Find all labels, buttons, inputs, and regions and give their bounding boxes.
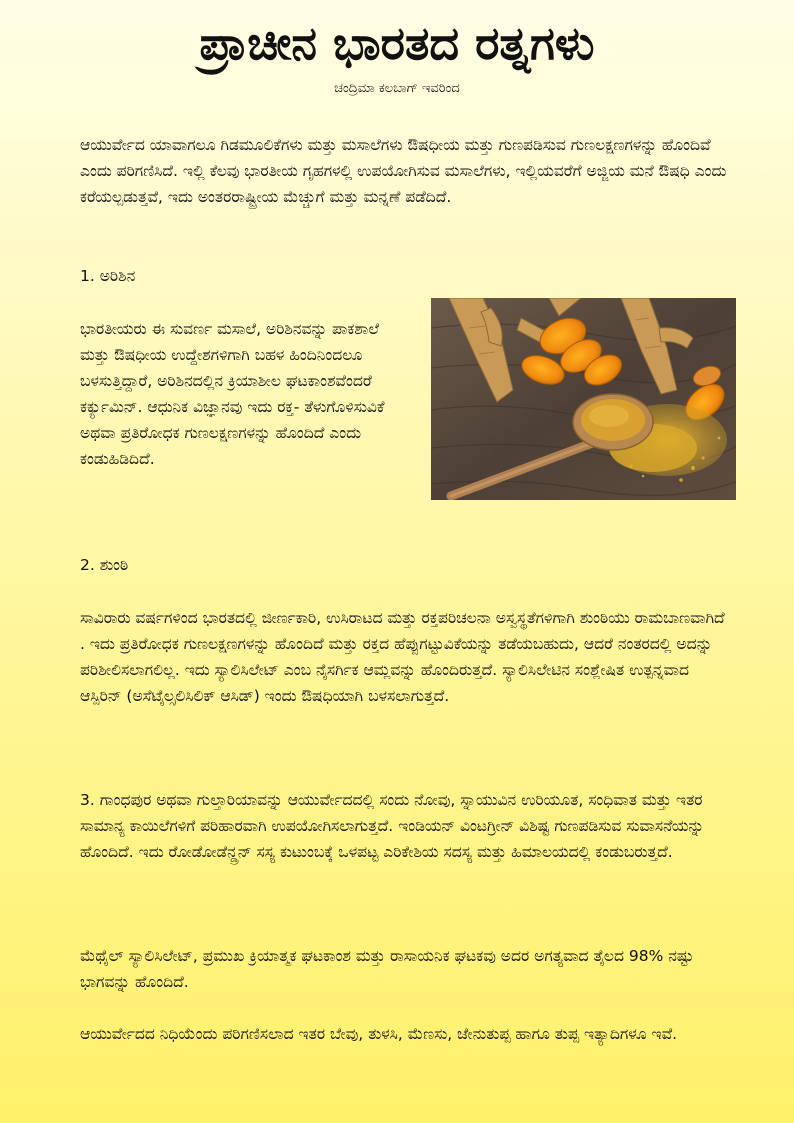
turmeric-paragraph: ಭಾರತೀಯರು ಈ ಸುವರ್ಣ ಮಸಾಲೆ, ಅರಿಶಿನವನ್ನು ಪಾಕಶಾಲೆ ಮತ್ತು ಔಷಧೀಯ ಉದ್ದೇಶಗಳಿಗಾಗಿ ಬಹಳ ಹಿಂದಿನಿಂದಲೂ ಬಳಸುತ್ತಿದ್ದಾರೆ, ಅರಿಶಿನದಲ್ಲಿನ ಕ್ರಿಯಾಶೀಲ ಘಟಕಾಂಶವೆಂದರೆ ಕರ್ಕ್ಯುಮಿನ್. ಆಧುನಿಕ ವಿಜ್ಞಾನವು ಇದು ರಕ್ತ- ತೆಳುಗೊಳಿಸುವಿಕೆ ಅಥವಾ ಪ್ರತಿರೋಧಕ ಗುಣಲಕ್ಷಣಗಳನ್ನು ಹೊಂದಿದೆ ಎಂದು ಕಂಡುಹಿಡಿದಿದೆ. [80,320,385,468]
section-heading-ginger: 2. ಶುಂಠಿ [80,556,129,574]
turmeric-photo [431,298,736,500]
gandhapura-paragraph: 3. ಗಾಂಧಪುರ ಅಥವಾ ಗುಲ್ತಾರಿಯಾವನ್ನು ಆಯುರ್ವೇದದಲ್ಲಿ ಸಂದು ನೋವು, ಸ್ನಾಯುವಿನ ಉರಿಯೂತ, ಸಂಧಿವಾತ ಮತ್ತು ಇತರ ಸಾಮಾನ್ಯ ಕಾಯಿಲೆಗಳಿಗೆ ಪರಿಹಾರವಾಗಿ ಉಪಯೋಗಿಸಲಾಗುತ್ತದೆ. ಇಂಡಿಯನ್ ವಿಂಟಗ್ರೀನ್ ವಿಶಿಷ್ಟ ಗುಣಪಡಿಸುವ ಸುವಾಸನೆಯನ್ನು ಹೊಂದಿದೆ. ಇದು ರೋಡೋಡೆನ್ಡ್ರನ್ ಸಸ್ಯ ಕುಟುಂಬಕ್ಕೆ ಒಳಪಟ್ಟ ಎರಿಕೇಶಿಯ ಸದಸ್ಯ ಮತ್ತು ಹಿಮಾಲಯದಲ್ಲಿ ಕಂಡುಬರುತ್ತದೆ. [80,791,705,861]
ginger-paragraph: ಸಾವಿರಾರು ವರ್ಷಗಳಿಂದ ಭಾರತದಲ್ಲಿ ಜೀರ್ಣಕಾರಿ, ಉಸಿರಾಟದ ಮತ್ತು ರಕ್ತಪರಿಚಲನಾ ಅಸ್ವಸ್ಥತೆಗಳಿಗಾಗಿ ಶುಂಠಿಯು ರಾಮಬಾಣವಾಗಿದೆ . ಇದು ಪ್ರತಿರೋಧಕ ಗುಣಲಕ್ಷಣಗಳನ್ನು ಹೊಂದಿದೆ ಮತ್ತು ರಕ್ತದ ಹೆಪ್ಪುಗಟ್ಟುವಿಕೆಯನ್ನು ತಡೆಯಬಹುದು, ಆದರೆ ನಂತರದಲ್ಲಿ ಅದನ್ನು ಪರಿಶೀಲಿಸಲಾಗಲಿಲ್ಲ. ಇದು ಸ್ಯಾಲಿಸಿಲೇಟ್ ಎಂಬ ನೈಸರ್ಗಿಕ ಆಮ್ಲವನ್ನು ಹೊಂದಿರುತ್ತದೆ. ಸ್ಯಾಲಿಸಿಲೇಟಿನ ಸಂಶ್ಲೇಷಿತ ಉತ್ಪನ್ನವಾದ ಆಸ್ಪಿರಿನ್ (ಅಸೆಟೈಲ್ಸಲಿಸಿಲಿಕ್ ಆಸಿಡ್) ಇಂದು ಔಷಧಿಯಾಗಿ ಬಳಸಲಾಗುತ್ತದೆ. [80,609,725,705]
section-heading-turmeric: 1. ಅರಿಶಿನ [80,267,136,285]
methyl-salicylate-paragraph: ಮೆಥೈಲ್ ಸ್ಯಾಲಿಸಿಲೇಟ್, ಪ್ರಮುಖ ಕ್ರಿಯಾತ್ಮಕ ಘಟಕಾಂಶ ಮತ್ತು ರಾಸಾಯನಿಕ ಘಟಕವು ಅದರ ಅಗತ್ಯವಾದ ತೈಲದ 98% ನಷ್ಟು ಭಾಗವನ್ನು ಹೊಂದಿದೆ. [80,947,694,991]
author-byline: ಚಂದ್ರಿಮಾ ಕಲಬಾಗ್ ಇವರಿಂದ [334,81,460,96]
page-title: ಪ್ರಾಚೀನ ಭಾರತದ ರತ್ನಗಳು [199,16,595,70]
intro-paragraph: ಆಯುರ್ವೇದ ಯಾವಾಗಲೂ ಗಿಡಮೂಲಿಕೆಗಳು ಮತ್ತು ಮಸಾಲೆಗಳು ಔಷಧೀಯ ಮತ್ತು ಗುಣಪಡಿಸುವ ಗುಣಲಕ್ಷಣಗಳನ್ನು ಹೊಂದಿವೆ ಎಂದು ಪರಿಗಣಿಸಿದೆ. ಇಲ್ಲಿ ಕೆಲವು ಭಾರತೀಯ ಗೃಹಗಳಲ್ಲಿ ಉಪಯೋಗಿಸುವ ಮಸಾಲೆಗಳು, ಇಲ್ಲಿಯವರೆಗೆ ಅಜ್ಜಿಯ ಮನೆ ಔಷಧಿ ಎಂದು ಕರೆಯಲ್ಪಡುತ್ತವೆ, ಇದು ಅಂತರರಾಷ್ಟ್ರೀಯ ಮೆಚ್ಚುಗೆ ಮತ್ತು ಮನ್ನಣೆ ಪಡೆದಿದೆ. [80,136,727,206]
closing-paragraph: ಆಯುರ್ವೇದದ ನಿಧಿಯೆಂದು ಪರಿಗಣಿಸಲಾದ ಇತರ ಬೇವು, ತುಳಸಿ, ಮೆಣಸು, ಜೇನುತುಪ್ಪ ಹಾಗೂ ತುಪ್ಪ ಇತ್ಯಾದಿಗಳೂ ಇವೆ. [80,1025,678,1043]
